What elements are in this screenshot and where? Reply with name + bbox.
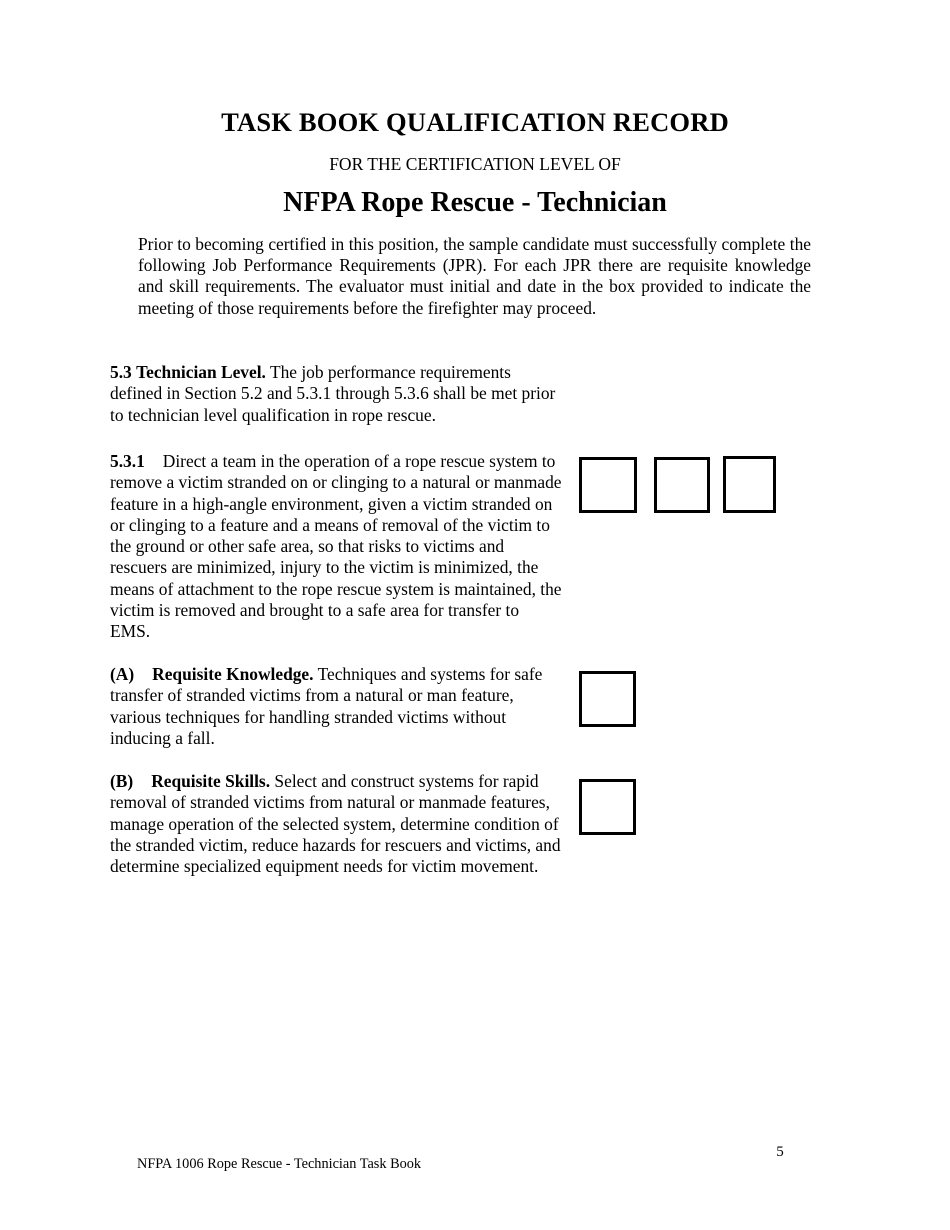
section-a-heading: Requisite Knowledge. <box>152 664 314 684</box>
evaluator-initial-box-requisite-skills[interactable] <box>579 779 636 835</box>
section-5-3-body: The job performance requirements defined in Section 5.2 and 5.3.1 through 5.3.6 shall be met prior to technician level qualification in rope rescue. <box>110 362 556 425</box>
intro-paragraph: Prior to becoming certified in this position, the sample candidate must successfully complete the following Job Performance Requirements (JPR). For each JPR there are requisite knowledge and skill requirements. The evaluator must initial and date in the box provided to indicate the meeting of those requirements before the firefighter may proceed. <box>138 234 811 318</box>
section-b-label: (B) <box>110 771 134 791</box>
section-5-3-technician-level <box>110 362 562 426</box>
evaluator-initial-box-5-3-1-1[interactable] <box>579 457 637 513</box>
section-5-3-1-number: 5.3.1 <box>110 451 145 471</box>
section-5-3-number: 5.3 <box>110 362 132 382</box>
section-5-3-1-body: Direct a team in the operation of a rope rescue system to remove a victim stranded on or clinging to a natural or manmade feature in a high-angle environment, given a victim stranded on or clinging to a feature and a means of removal of the victim to the ground or other safe area, so that risks to victims and rescuers are minimized, injury to the victim is minimized, the means of attachment to the rope rescue system is maintained, the victim is removed and brought to a safe area for transfer to EMS. <box>110 451 562 642</box>
certification-level-heading: NFPA Rope Rescue - Technician <box>283 187 667 218</box>
section-b-requisite-skills <box>110 771 562 877</box>
page-number: 5 <box>776 1144 784 1160</box>
evaluator-initial-box-5-3-1-3[interactable] <box>723 456 776 513</box>
section-a-body: Techniques and systems for safe transfer of stranded victims from a natural or man feature, various techniques for handling stranded victims without inducing a fall. <box>110 664 543 748</box>
evaluator-initial-box-5-3-1-2[interactable] <box>654 457 710 513</box>
certification-subtitle: FOR THE CERTIFICATION LEVEL OF <box>329 154 621 174</box>
section-a-label: (A) <box>110 664 135 684</box>
evaluator-initial-box-requisite-knowledge[interactable] <box>579 671 636 727</box>
section-5-3-heading: Technician Level. <box>136 362 266 382</box>
footer-document-title: NFPA 1006 Rope Rescue - Technician Task Book <box>137 1156 422 1172</box>
section-a-requisite-knowledge <box>110 664 562 749</box>
section-b-heading: Requisite Skills. <box>151 771 271 791</box>
section-5-3-1-jpr <box>110 451 562 643</box>
section-b-body: Select and construct systems for rapid removal of stranded victims from natural or manmade features, manage operation of the selected system, determine condition of the stranded victim, reduce hazards for rescuers and victims, and determine specialized equipment needs for victim movement. <box>110 771 561 877</box>
page-title: TASK BOOK QUALIFICATION RECORD <box>221 107 729 137</box>
